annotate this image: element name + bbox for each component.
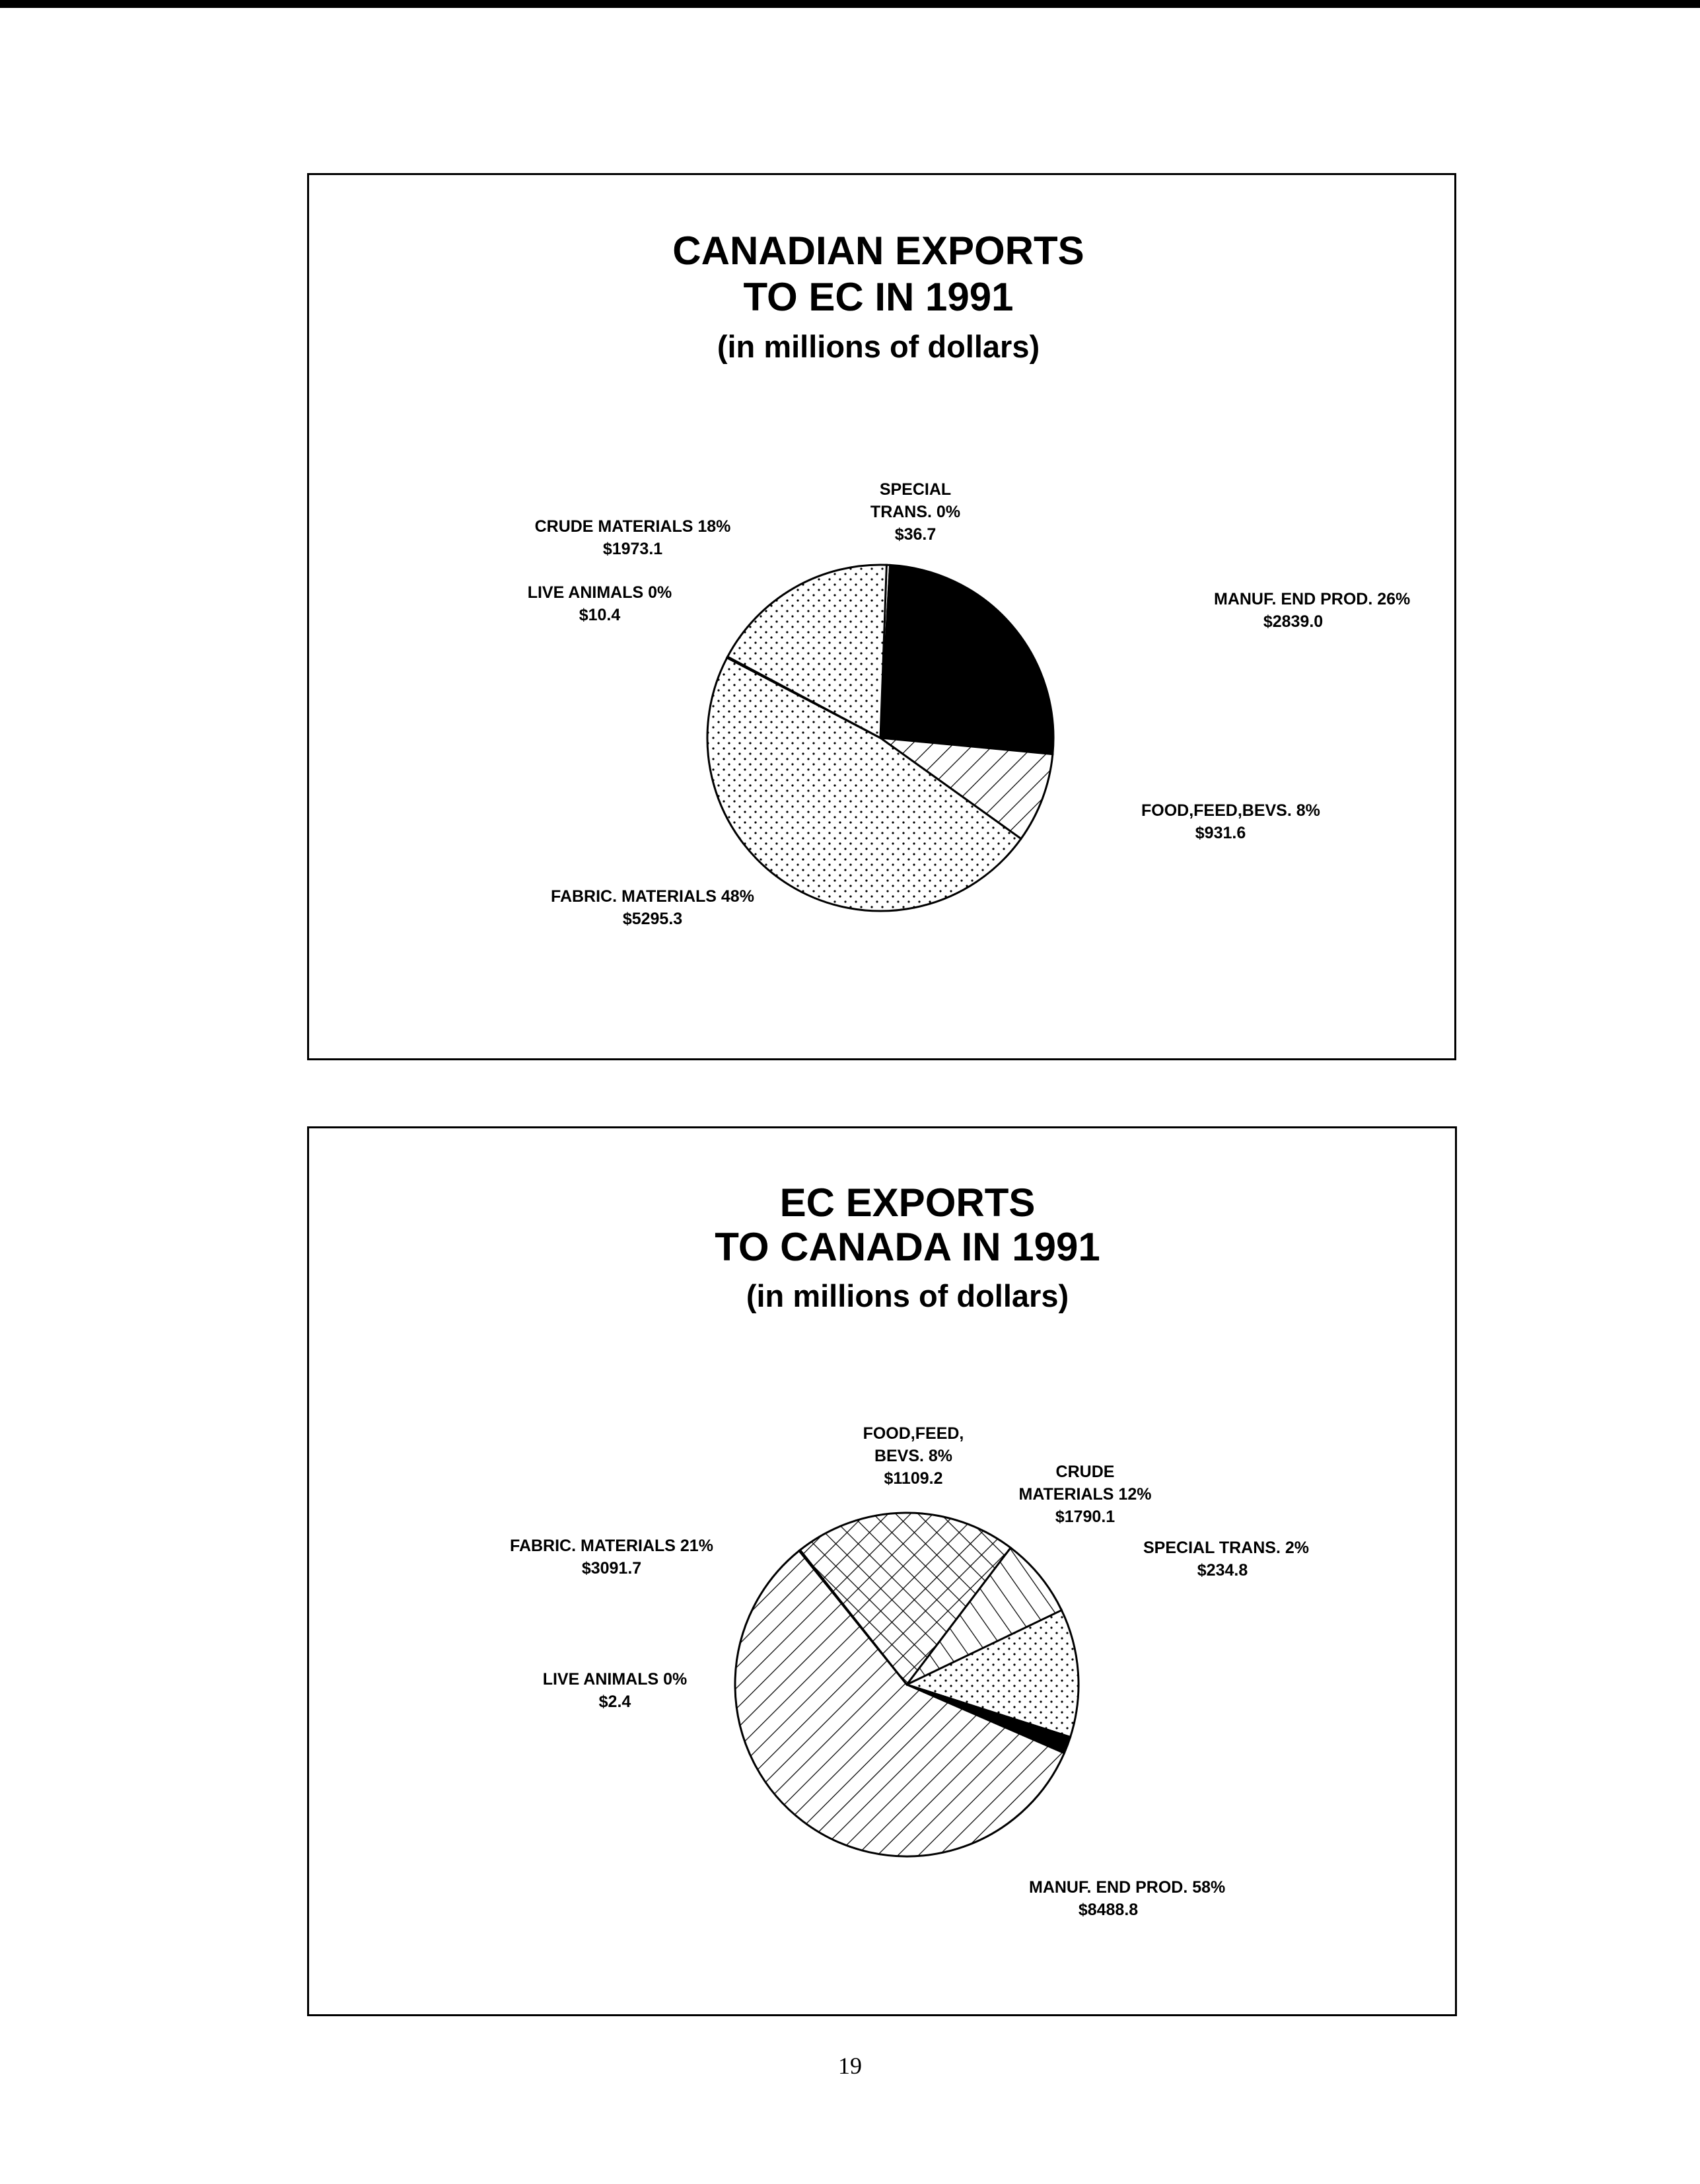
slice-value-label: $5295.3 [622, 910, 683, 928]
slice-label-text: BEVS. 8% [874, 1447, 953, 1465]
slice-value-label: $931.6 [1195, 824, 1246, 842]
chart-title: EC EXPORTS [779, 1181, 1036, 1225]
slice-label-text: MANUF. END PROD. 26% [1214, 590, 1411, 608]
chart-panel-ec-exports [307, 1126, 1457, 2016]
slice-value-label: $2.4 [598, 1693, 631, 1711]
slice-value-label: $10.4 [579, 606, 621, 624]
slice-label-text: CRUDE MATERIALS 18% [534, 517, 731, 536]
slice-label-text: SPECIAL TRANS. 2% [1143, 1539, 1309, 1557]
slice-label [543, 1670, 688, 1711]
slice-value-label: $8488.8 [1078, 1901, 1139, 1919]
pie-slice-manuf-end-prod [880, 565, 1053, 754]
slice-label-text: FABRIC. MATERIALS 21% [510, 1537, 713, 1555]
slice-label-text: MANUF. END PROD. 58% [1029, 1878, 1226, 1897]
slice-label [863, 1424, 964, 1488]
slice-label-text: FOOD,FEED, [863, 1424, 964, 1443]
slice-label-text: TRANS. 0% [870, 503, 961, 521]
slice-label-text: LIVE ANIMALS 0% [542, 1670, 688, 1689]
chart-title: TO EC IN 1991 [743, 275, 1014, 319]
slice-label-text: MATERIALS 12% [1018, 1485, 1152, 1504]
slice-value-label: $2839.0 [1263, 612, 1324, 631]
slice-label [528, 583, 672, 624]
chart-title: TO CANADA IN 1991 [715, 1225, 1100, 1269]
slice-value-label: $3091.7 [581, 1559, 642, 1578]
slice-value-label: $234.8 [1197, 1561, 1248, 1580]
pie-chart-ec-exports [309, 1128, 1459, 2018]
slice-label-text: FOOD,FEED,BEVS. 8% [1141, 801, 1320, 820]
slice-label [1029, 1878, 1225, 1919]
chart-subtitle: (in millions of dollars) [746, 1278, 1069, 1313]
pie-chart-canadian-exports [309, 175, 1458, 1062]
chart-panel-canadian-exports [307, 173, 1456, 1060]
chart-title: CANADIAN EXPORTS [672, 229, 1084, 273]
scan-top-edge [0, 0, 1700, 8]
slice-label-text: SPECIAL [879, 480, 952, 499]
slice-label [1143, 1539, 1309, 1580]
slice-label [1141, 801, 1320, 842]
slice-label [1019, 1463, 1152, 1526]
chart-subtitle: (in millions of dollars) [717, 329, 1040, 364]
slice-label [510, 1537, 713, 1578]
slice-value-label: $1973.1 [602, 540, 663, 558]
slice-label-text: CRUDE [1055, 1463, 1115, 1481]
slice-label [1214, 590, 1410, 631]
slice-label-text: FABRIC. MATERIALS 48% [551, 887, 754, 906]
slice-value-label: $1109.2 [884, 1469, 943, 1488]
page-number: 19 [838, 2053, 862, 2079]
slice-label [870, 480, 960, 544]
slice-label [535, 517, 731, 558]
slice-label [551, 887, 754, 928]
slice-value-label: $36.7 [894, 525, 937, 544]
slice-value-label: $1790.1 [1055, 1508, 1116, 1526]
slice-label-text: LIVE ANIMALS 0% [527, 583, 672, 602]
